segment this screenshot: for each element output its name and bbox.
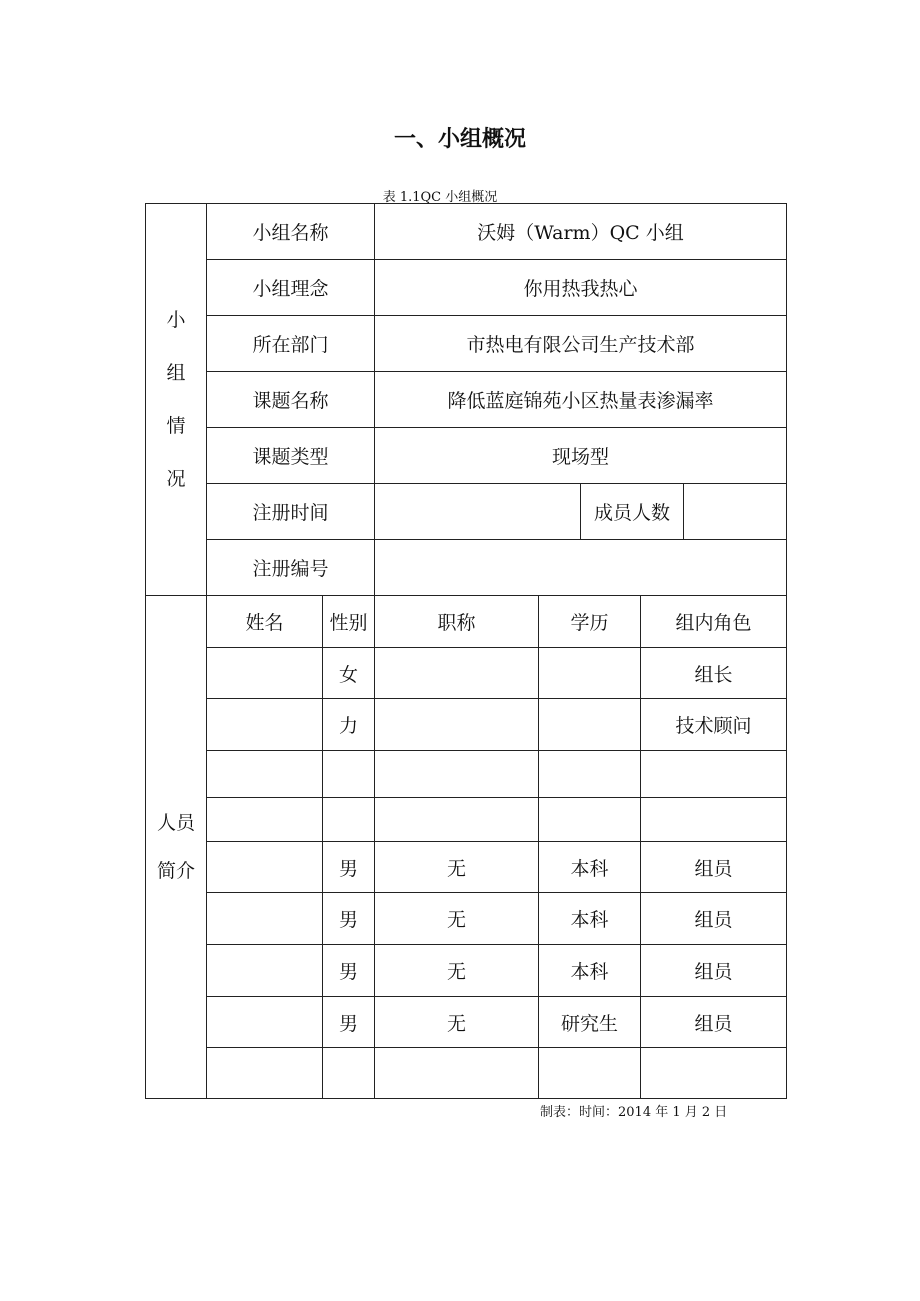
member-title-cell: 无 (374, 841, 539, 893)
member-education-cell: 本科 (538, 892, 641, 945)
member-name-cell (206, 750, 323, 798)
member-gender-cell: 男 (322, 944, 375, 997)
table-footer: 制表：时间：2014 年 1 月 2 日 (540, 1105, 728, 1120)
member-role-cell: 组员 (640, 892, 787, 945)
member-role-cell: 组员 (640, 996, 787, 1048)
member-education-cell (538, 797, 641, 842)
member-title-cell (374, 698, 539, 751)
member-role-cell: 组员 (640, 944, 787, 997)
field-label: 小组名称 (206, 203, 375, 260)
member-title-cell (374, 1047, 539, 1099)
member-name-cell (206, 996, 323, 1048)
member-name-cell (206, 841, 323, 893)
field-value: 你用热我热心 (374, 259, 787, 316)
group-section-label-char: 情 (166, 414, 186, 437)
field-value: 市热电有限公司生产技术部 (374, 315, 787, 372)
member-education-cell: 本科 (538, 944, 641, 997)
member-role-cell: 组长 (640, 647, 787, 699)
member-role-cell (640, 797, 787, 842)
field-label: 课题类型 (206, 427, 375, 484)
member-role-cell: 技术顾问 (640, 698, 787, 751)
member-name-cell (206, 698, 323, 751)
field-value: 沃姆（Warm）QC 小组 (374, 203, 787, 260)
members-section-label-text: 简介 (156, 860, 195, 882)
member-education-cell (538, 1047, 641, 1099)
member-gender-cell: 男 (322, 892, 375, 945)
member-title-cell: 无 (374, 996, 539, 1048)
member-gender-cell (322, 750, 375, 798)
member-education-cell (538, 647, 641, 699)
group-section-label-char: 小 (166, 308, 186, 331)
member-title-cell: 无 (374, 944, 539, 997)
members-section-label-text: 人员 (156, 812, 195, 834)
members-section-label (145, 595, 207, 1099)
table-caption: 表 1.1QC 小组概况 (382, 190, 498, 205)
group-section-label-char: 况 (166, 467, 186, 490)
column-header-gender: 性别 (322, 595, 375, 648)
register-no-value (374, 539, 787, 596)
member-education-cell (538, 750, 641, 798)
member-title-cell (374, 797, 539, 842)
member-name-cell (206, 944, 323, 997)
field-label: 小组理念 (206, 259, 375, 316)
member-role-cell (640, 1047, 787, 1099)
member-gender-cell (322, 1047, 375, 1099)
column-header-role: 组内角色 (640, 595, 787, 648)
column-header-education: 学历 (538, 595, 641, 648)
register-time-label: 注册时间 (206, 483, 375, 540)
member-role-cell: 组员 (640, 841, 787, 893)
field-label: 所在部门 (206, 315, 375, 372)
page-title: 一、小组概况 (393, 127, 526, 152)
member-role-cell (640, 750, 787, 798)
field-value: 现场型 (374, 427, 787, 484)
member-education-cell: 研究生 (538, 996, 641, 1048)
member-title-cell (374, 750, 539, 798)
column-header-title: 职称 (374, 595, 539, 648)
member-gender-cell: 女 (322, 647, 375, 699)
member-name-cell (206, 892, 323, 945)
member-title-cell (374, 647, 539, 699)
member-gender-cell: 男 (322, 841, 375, 893)
member-count-value (683, 483, 787, 540)
group-section-label (145, 203, 207, 596)
column-header-name: 姓名 (206, 595, 323, 648)
member-gender-cell (322, 797, 375, 842)
member-education-cell: 本科 (538, 841, 641, 893)
member-education-cell (538, 698, 641, 751)
member-gender-cell: 力 (322, 698, 375, 751)
member-name-cell (206, 1047, 323, 1099)
group-section-label-char: 组 (166, 361, 186, 384)
field-value: 降低蓝庭锦苑小区热量表渗漏率 (374, 371, 787, 428)
member-count-label: 成员人数 (580, 483, 684, 540)
member-title-cell: 无 (374, 892, 539, 945)
member-name-cell (206, 797, 323, 842)
member-name-cell (206, 647, 323, 699)
register-no-label: 注册编号 (206, 539, 375, 596)
field-label: 课题名称 (206, 371, 375, 428)
register-time-value (374, 483, 581, 540)
member-gender-cell: 男 (322, 996, 375, 1048)
